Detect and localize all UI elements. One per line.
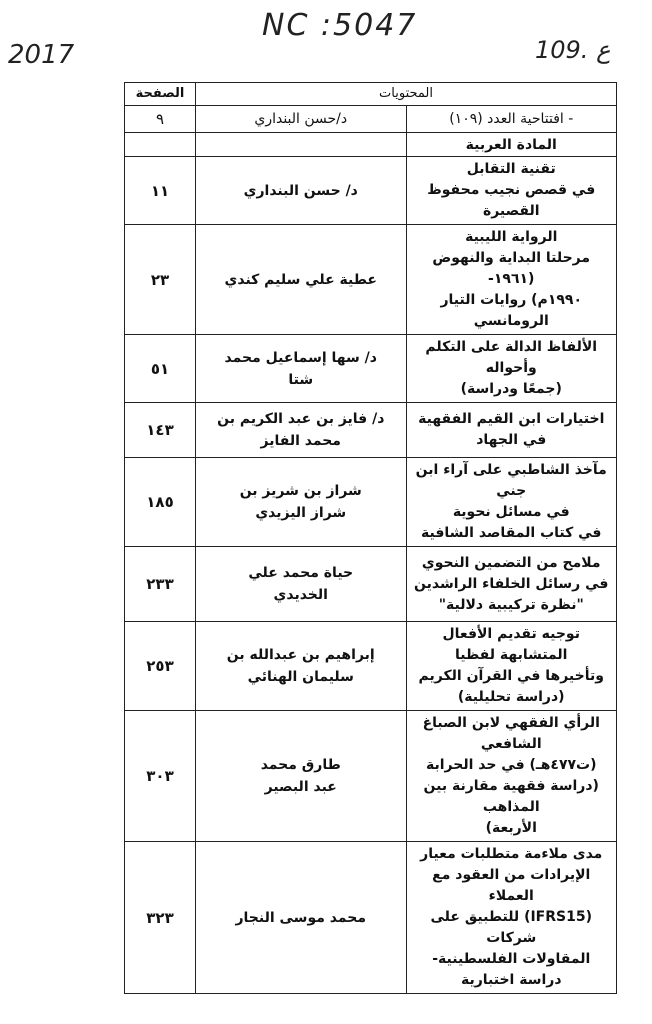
handwritten-year: 2017 (8, 40, 75, 70)
article-author-line: عبد البصير (264, 779, 337, 795)
article-title (406, 403, 617, 458)
table-row (125, 547, 617, 622)
article-title-line: الألفاظ الدالة على التكلم وأحواله (425, 339, 598, 376)
article-title (406, 225, 617, 335)
article-title-line: في الجهاد (476, 432, 547, 448)
table-row (125, 458, 617, 547)
page-header: الصفحة (125, 83, 196, 106)
header-row (125, 83, 617, 106)
article-author-line: د/ حسن البنداري (243, 182, 358, 199)
empty-cell (125, 133, 196, 157)
article-title-line: المقاولات الفلسطينية- (432, 951, 591, 967)
article-title-line: اختيارات ابن القيم الفقهية (418, 411, 605, 427)
article-author-line: شراز اليزيدي (255, 505, 347, 521)
article-title-line: في مسائل نحوية (452, 504, 570, 520)
article-title-line: الإيرادات من العقود مع العملاء (432, 867, 591, 904)
article-author-line: محمد الفايز (260, 433, 341, 449)
article-author (196, 622, 407, 711)
article-author (196, 403, 407, 458)
article-title-line: توجيه تقديم الأفعال المتشابهة لفظيا (442, 626, 580, 663)
intro-author: د/حسن البنداري (196, 106, 407, 133)
article-author-line: محمد موسى النجار (235, 909, 367, 926)
article-title-line: في رسائل الخلفاء الراشدين (414, 575, 609, 592)
article-author-line: سليمان الهنائي (247, 669, 354, 685)
article-title-line: تقنية التقابل (466, 161, 556, 177)
section-label: المادة العربية (406, 133, 617, 157)
article-author-line: طارق محمد (260, 757, 341, 773)
contents-header: المحتويات (196, 83, 617, 106)
article-author-line: شراز بن شريز بن (239, 483, 362, 499)
table-row (125, 842, 617, 994)
article-title-line: (ت٤٧٧هـ) في حد الحرابة (425, 757, 597, 773)
article-title-line: (دراسة تحليلية) (457, 689, 565, 705)
article-author (196, 225, 407, 335)
article-title (406, 157, 617, 225)
article-title (406, 622, 617, 711)
article-title-line: ملامح من التضمين النحوي (421, 554, 601, 571)
intro-page: ٩ (125, 106, 196, 133)
intro-title: - افتتاحية العدد (١٠٩) (406, 106, 617, 133)
article-title-line: وتأخيرها في القرآن الكريم (418, 668, 604, 684)
article-title-line: مدى ملاءمة متطلبات معيار (420, 846, 603, 862)
article-title (406, 335, 617, 403)
article-title (406, 711, 617, 842)
article-title-line: الرأي الفقهي لابن الصباغ الشافعي (422, 715, 600, 752)
article-title (406, 458, 617, 547)
article-author (196, 157, 407, 225)
article-author (196, 547, 407, 622)
article-title-line: الأربعة) (485, 820, 537, 836)
article-title-line: في كتاب المقاصد الشافية (421, 525, 602, 541)
article-page: ٥١ (125, 335, 196, 403)
table-row (125, 711, 617, 842)
article-title-line: ١٩٩٠م) روايات التيار الرومانسي (440, 292, 583, 329)
table-row (125, 157, 617, 225)
article-author (196, 335, 407, 403)
table-row (125, 403, 617, 458)
article-author (196, 711, 407, 842)
article-title-line: الرواية الليبية (465, 229, 558, 245)
article-author-line: إبراهيم بن عبدالله بن (226, 647, 375, 663)
article-page: ٣٢٣ (125, 842, 196, 994)
table-row (125, 225, 617, 335)
article-author-line: د/ سها إسماعيل محمد (224, 349, 377, 366)
article-author-line: د/ فايز بن عبد الكريم بن (217, 411, 385, 427)
handwritten-archive-code: NC :5047 (262, 8, 418, 43)
article-page: ٣٠٣ (125, 711, 196, 842)
table-row (125, 335, 617, 403)
article-author (196, 842, 407, 994)
article-title-line: (دراسة فقهية مقارنة بين المذاهب (423, 778, 599, 815)
article-author-line: الخديدي (273, 587, 328, 603)
article-page: ١٤٣ (125, 403, 196, 458)
article-title (406, 842, 617, 994)
article-author-line: عطية علي سليم كندي (224, 271, 377, 288)
article-title-line: مآخذ الشاطبي على آراء ابن جني (415, 462, 607, 499)
article-title-line: (IFRS15) للتطبيق على شركات (430, 909, 592, 946)
contents-table (124, 82, 617, 994)
article-title-line: دراسة اختبارية (460, 972, 562, 988)
article-page: ٢٣ (125, 225, 196, 335)
handwritten-issue-number: 109. ع (535, 36, 611, 64)
article-title (406, 547, 617, 622)
article-author (196, 458, 407, 547)
article-page: ٢٥٣ (125, 622, 196, 711)
article-title-line: "نظرة تركيبية دلالية" (438, 596, 584, 613)
article-author-line: شتا (288, 371, 314, 388)
article-page: ١١ (125, 157, 196, 225)
section-row (125, 133, 617, 157)
empty-cell (196, 133, 407, 157)
article-author-line: حياة محمد علي (248, 565, 354, 581)
intro-row (125, 106, 617, 133)
article-title-line: (جمعًا ودراسة) (460, 381, 562, 397)
article-title-line: مرحلتا البداية والنهوض (١٩٦١- (432, 250, 591, 287)
table-row (125, 622, 617, 711)
article-title-line: في قصص نجيب محفوظ القصيرة (427, 182, 596, 219)
article-page: ١٨٥ (125, 458, 196, 547)
article-page: ٢٣٣ (125, 547, 196, 622)
